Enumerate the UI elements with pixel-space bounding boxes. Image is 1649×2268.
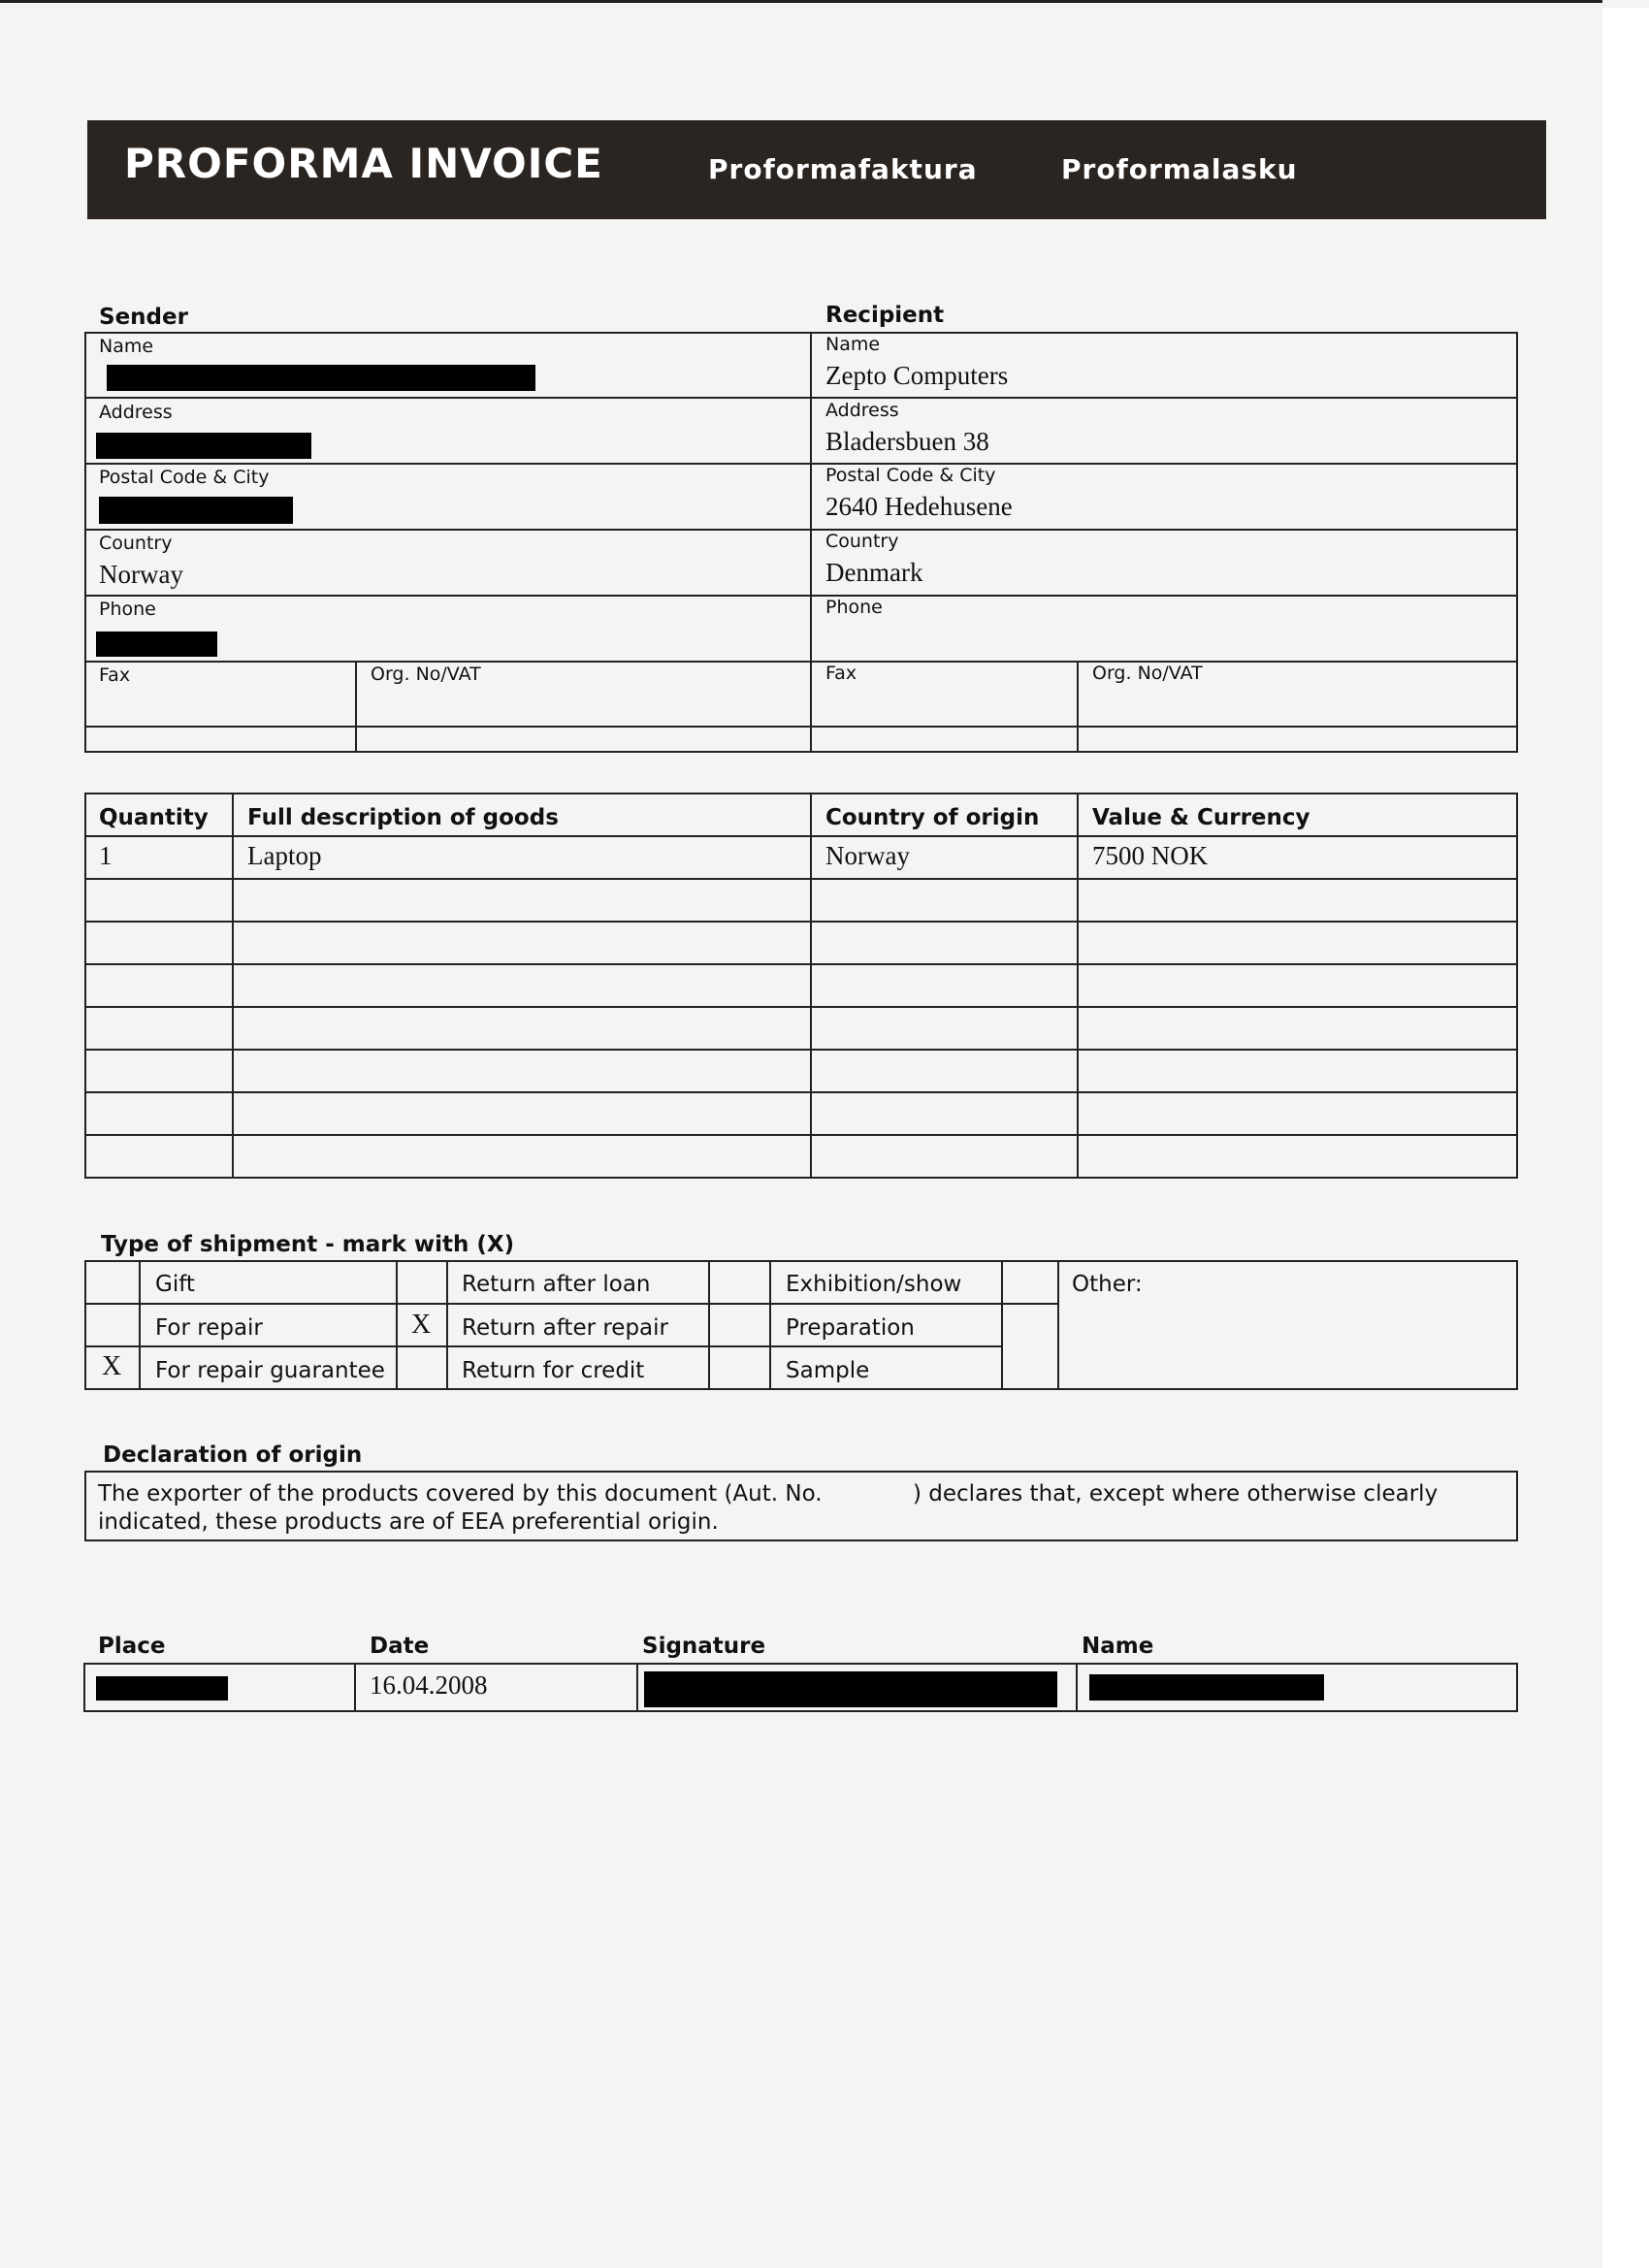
goods-row-line: [84, 921, 1518, 923]
sender-postal-redaction: [99, 497, 293, 524]
recipient-phone-label: Phone: [825, 597, 883, 618]
recipient-address-label: Address: [825, 400, 899, 421]
signoff-col-line: [354, 1663, 356, 1712]
goods-row-description: Laptop: [247, 841, 322, 870]
goods-col-line: [232, 793, 234, 1179]
document-title-finnish: Proformalasku: [1061, 153, 1298, 185]
address-table-divider: [810, 332, 812, 753]
address-row-line: [84, 661, 1518, 663]
goods-row-line: [84, 1006, 1518, 1008]
recipient-name-value: Zepto Computers: [825, 361, 1009, 390]
mark-return-after-repair: X: [411, 1310, 432, 1340]
shipment-option-return-after-loan: Return after loan: [462, 1272, 651, 1297]
name-redaction: [1089, 1674, 1324, 1701]
goods-header-origin: Country of origin: [825, 805, 1040, 830]
recipient-fax-label: Fax: [825, 663, 857, 684]
shipment-col-line: [446, 1260, 448, 1390]
shipment-option-other: Other:: [1072, 1272, 1143, 1297]
goods-col-line: [810, 793, 812, 1179]
address-row-line: [84, 595, 1518, 597]
shipment-row-line: [84, 1303, 1057, 1305]
sender-address-label: Address: [99, 402, 173, 423]
shipment-heading: Type of shipment - mark with (X): [101, 1232, 515, 1257]
goods-row-line: [84, 835, 1518, 837]
goods-row-line: [84, 878, 1518, 880]
name-label: Name: [1082, 1634, 1154, 1659]
sender-phone-redaction: [96, 632, 217, 657]
sender-name-redaction: [107, 365, 535, 391]
recipient-postal-label: Postal Code & City: [825, 465, 996, 486]
recipient-country-value: Denmark: [825, 558, 923, 587]
declaration-heading: Declaration of origin: [103, 1442, 363, 1468]
sender-fax-label: Fax: [99, 664, 131, 686]
goods-row-line: [84, 963, 1518, 965]
goods-row-quantity: 1: [99, 841, 113, 870]
address-row-line: [84, 397, 1518, 399]
shipment-col-line: [139, 1260, 141, 1390]
signoff-col-line: [636, 1663, 638, 1712]
shipment-option-for-repair-guarantee: For repair guarantee: [155, 1358, 385, 1383]
goods-header-quantity: Quantity: [99, 805, 209, 830]
sender-name-label: Name: [99, 336, 154, 357]
shipment-option-gift: Gift: [155, 1272, 195, 1297]
sender-address-redaction: [96, 433, 311, 459]
sender-orgno-label: Org. No/VAT: [371, 664, 481, 685]
signature-redaction: [644, 1671, 1057, 1707]
recipient-address-value: Bladersbuen 38: [825, 427, 989, 456]
address-row-line: [84, 529, 1518, 531]
recipient-fax-divider: [1077, 661, 1079, 753]
recipient-orgno-label: Org. No/VAT: [1092, 663, 1203, 684]
sender-postal-label: Postal Code & City: [99, 467, 270, 488]
declaration-text-line2: indicated, these products are of EEA preferential origin.: [98, 1509, 719, 1535]
declaration-text-part1: The exporter of the products covered by this document (Aut. No.: [98, 1481, 823, 1507]
sender-fax-divider: [355, 661, 357, 753]
declaration-text-part2: ) declares that, except where otherwise clearly: [913, 1481, 1439, 1507]
goods-col-line: [1077, 793, 1079, 1179]
goods-row-value: 7500 NOK: [1092, 841, 1209, 870]
shipment-option-for-repair: For repair: [155, 1315, 263, 1341]
recipient-country-label: Country: [825, 531, 899, 552]
sender-country-label: Country: [99, 533, 173, 554]
address-table: [84, 332, 1518, 753]
signature-label: Signature: [642, 1634, 766, 1659]
sender-country-value: Norway: [99, 560, 183, 589]
shipment-col-line: [396, 1260, 398, 1390]
sender-heading: Sender: [99, 305, 188, 330]
recipient-postal-value: 2640 Hedehusene: [825, 492, 1013, 521]
scan-top-edge: [0, 0, 1602, 3]
date-value: 16.04.2008: [370, 1670, 488, 1700]
signoff-col-line: [1076, 1663, 1078, 1712]
shipment-row-line: [84, 1345, 1003, 1347]
document-title: PROFORMA INVOICE: [124, 140, 603, 187]
document-title-norwegian: Proformafaktura: [708, 153, 978, 185]
shipment-option-return-for-credit: Return for credit: [462, 1358, 645, 1383]
goods-row-origin: Norway: [825, 841, 910, 870]
scan-right-margin: [1602, 8, 1649, 2268]
goods-row-line: [84, 1049, 1518, 1051]
mark-for-repair-guarantee: X: [102, 1351, 122, 1381]
place-redaction: [96, 1676, 228, 1701]
address-row-line: [84, 726, 1518, 728]
address-row-line: [84, 463, 1518, 465]
shipment-col-line: [708, 1260, 710, 1390]
shipment-col-line: [1001, 1260, 1003, 1390]
recipient-name-label: Name: [825, 334, 881, 355]
shipment-option-return-after-repair: Return after repair: [462, 1315, 668, 1341]
place-label: Place: [98, 1634, 166, 1659]
goods-row-line: [84, 1134, 1518, 1136]
shipment-option-preparation: Preparation: [786, 1315, 915, 1341]
shipment-option-exhibition-show: Exhibition/show: [786, 1272, 962, 1297]
goods-row-line: [84, 1091, 1518, 1093]
shipment-col-line: [1057, 1260, 1059, 1390]
goods-header-value: Value & Currency: [1092, 805, 1310, 830]
date-label: Date: [370, 1634, 430, 1659]
title-banner: [87, 120, 1546, 219]
goods-header-description: Full description of goods: [247, 805, 559, 830]
shipment-option-sample: Sample: [786, 1358, 870, 1383]
recipient-heading: Recipient: [825, 303, 945, 328]
sender-phone-label: Phone: [99, 599, 156, 620]
shipment-col-line: [769, 1260, 771, 1390]
